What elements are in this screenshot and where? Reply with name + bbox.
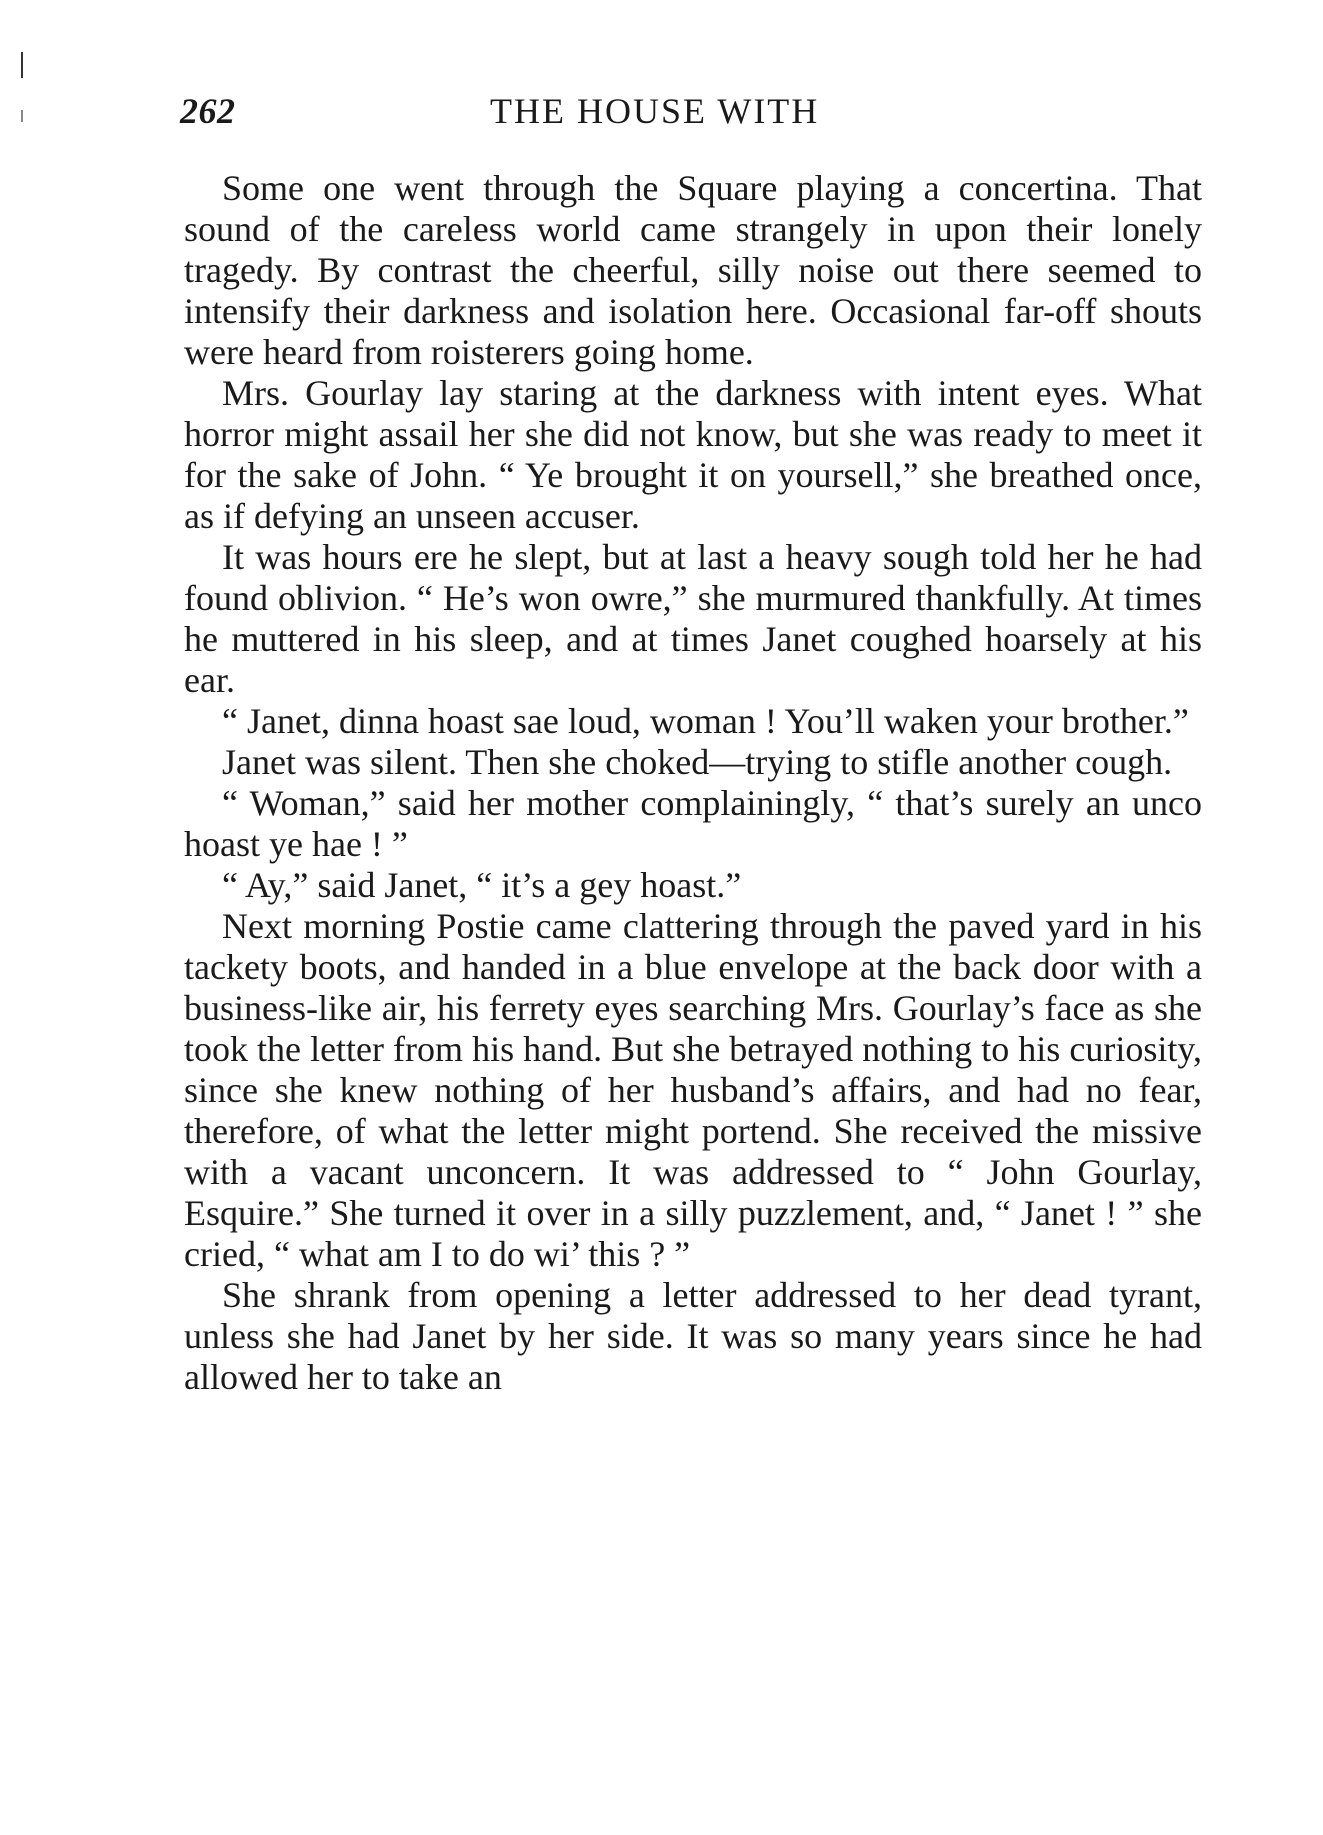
page-header (180, 90, 1220, 138)
paragraph-janet-silent: Janet was silent. Then she choked—trying to stifle another cough. (222, 742, 1173, 782)
paragraph-concertina: Some one went through the Square playing a concertina. That sound of the careless world came strangely in upon their lonely tragedy. By contrast the cheerful, silly noise out there seemed to intensify their darkness and isolation here. Occasional far-off shouts were heard from roisterers going home. (184, 168, 1202, 372)
paragraph-next-morning-postie: Next morning Postie came clattering through the paved yard in his tackety boots, and handed in a blue envelope at the back door with a business-like air, his ferrety eyes searching Mrs. Gourlay’s face as she took the letter from his hand. But she betrayed nothing to his curiosity, since she knew nothing of her husband’s affairs, and had no fear, therefore, of what the letter might portend. She received the missive with a vacant unconcern. It was addressed to “ John Gourlay, Esquire.” She turned it over in a silly puzzlement, and, “ Janet ! ” she cried, “ what am I to do wi’ this ? ” (184, 906, 1202, 1274)
paragraph-dinna-hoast: “ Janet, dinna hoast sae loud, woman ! You’ll waken your brother.” (222, 701, 1189, 741)
paragraph-heavy-sough: It was hours ere he slept, but at last a heavy sough told her he had found oblivion. “ He’s won owre,” she murmured thankfully. At times he muttered in his sleep, and at times Janet coughed hoarsely at his ear. (184, 537, 1202, 700)
page-number: 262 (180, 91, 236, 131)
paragraph-woman-complainingly: “ Woman,” said her mother complainingly, “ that’s surely an unco hoast ye hae ! ” (184, 783, 1202, 864)
paragraph-shrank-from-opening: She shrank from opening a letter addressed to her dead tyrant, unless she had Janet by her side. It was so many years since he had allowed her to take an (184, 1275, 1202, 1397)
running-head: THE HOUSE WITH (490, 91, 820, 131)
scan-margin-mark-small (21, 110, 23, 122)
paragraph-mrs-gourlay-staring: Mrs. Gourlay lay staring at the darkness with intent eyes. What horror might assail her she did not know, but she was ready to meet it for the sake of John. “ Ye brought it on yoursell,” she breathed once, as if defying an unseen accuser. (184, 373, 1202, 536)
scan-margin-mark (21, 52, 23, 78)
body-text (184, 168, 1202, 1398)
paragraph-gey-hoast: “ Ay,” said Janet, “ it’s a gey hoast.” (222, 865, 742, 905)
